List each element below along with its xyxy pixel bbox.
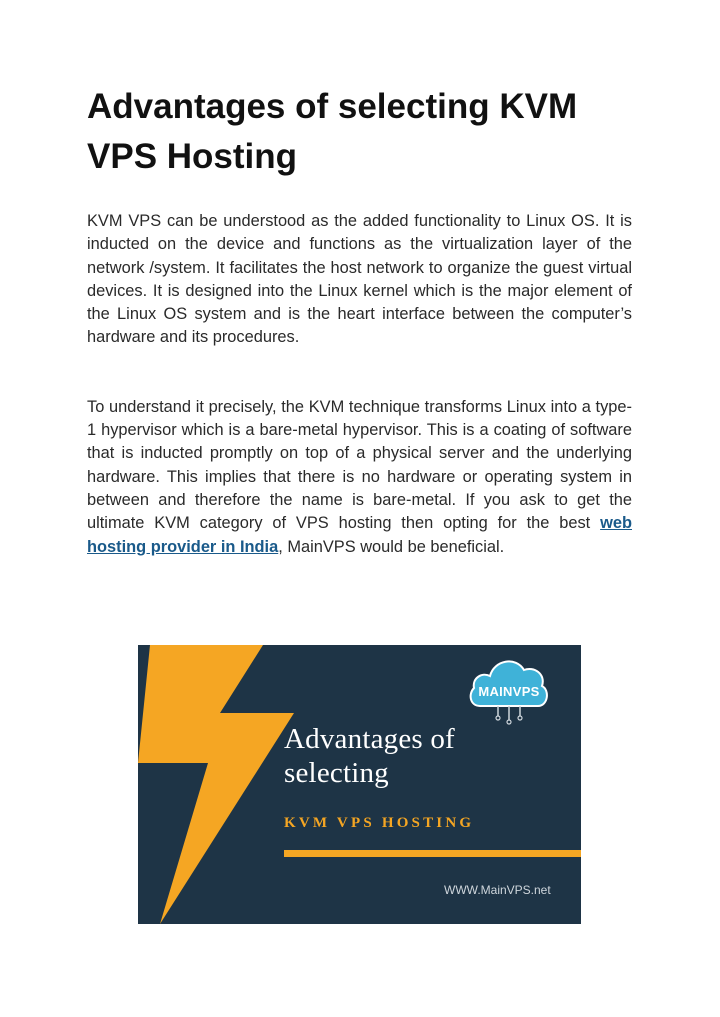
banner-title-line-2: selecting <box>284 757 389 789</box>
document-page <box>87 82 632 559</box>
article-banner-image <box>138 645 581 924</box>
paragraph-2-text-start: To understand it precisely, the KVM technique transforms Linux into a type-1 hypervisor which is a bare-metal hypervisor. This is a coating of software that is inducted promptly on top of a physical server and the underlying hardware. This implies that there is no hardware or operating system in between and therefore the name is bare-metal. If you ask to get the ultimate KVM category of VPS hosting then opting for the best <box>87 397 632 533</box>
banner-title-line-1: Advantages of <box>284 723 455 755</box>
article-paragraph-2 <box>87 396 632 559</box>
web-hosting-provider-link[interactable]: web hosting provider in India <box>87 514 632 556</box>
banner-subtitle: KVM VPS HOSTING <box>284 815 475 831</box>
banner-accent-bar <box>284 850 581 857</box>
article-title: Advantages of selecting KVM VPS Hosting <box>87 87 578 176</box>
banner-url: WWW.MainVPS.net <box>444 883 551 897</box>
mainvps-logo <box>468 648 550 726</box>
paragraph-2-text-end: , MainVPS would be beneficial. <box>278 537 505 556</box>
logo-text: MAINVPS <box>478 684 540 699</box>
banner-title <box>284 722 455 790</box>
article-paragraph-1: KVM VPS can be understood as the added functionality to Linux OS. It is inducted on the device and functions as the virtualization layer of the network /system. It facilitates the host network to organize the guest virtual devices. It is designed into the Linux kernel which is the major element of the Linux OS system and is the heart interface between the computer’s hardware and its procedures. <box>87 212 632 347</box>
